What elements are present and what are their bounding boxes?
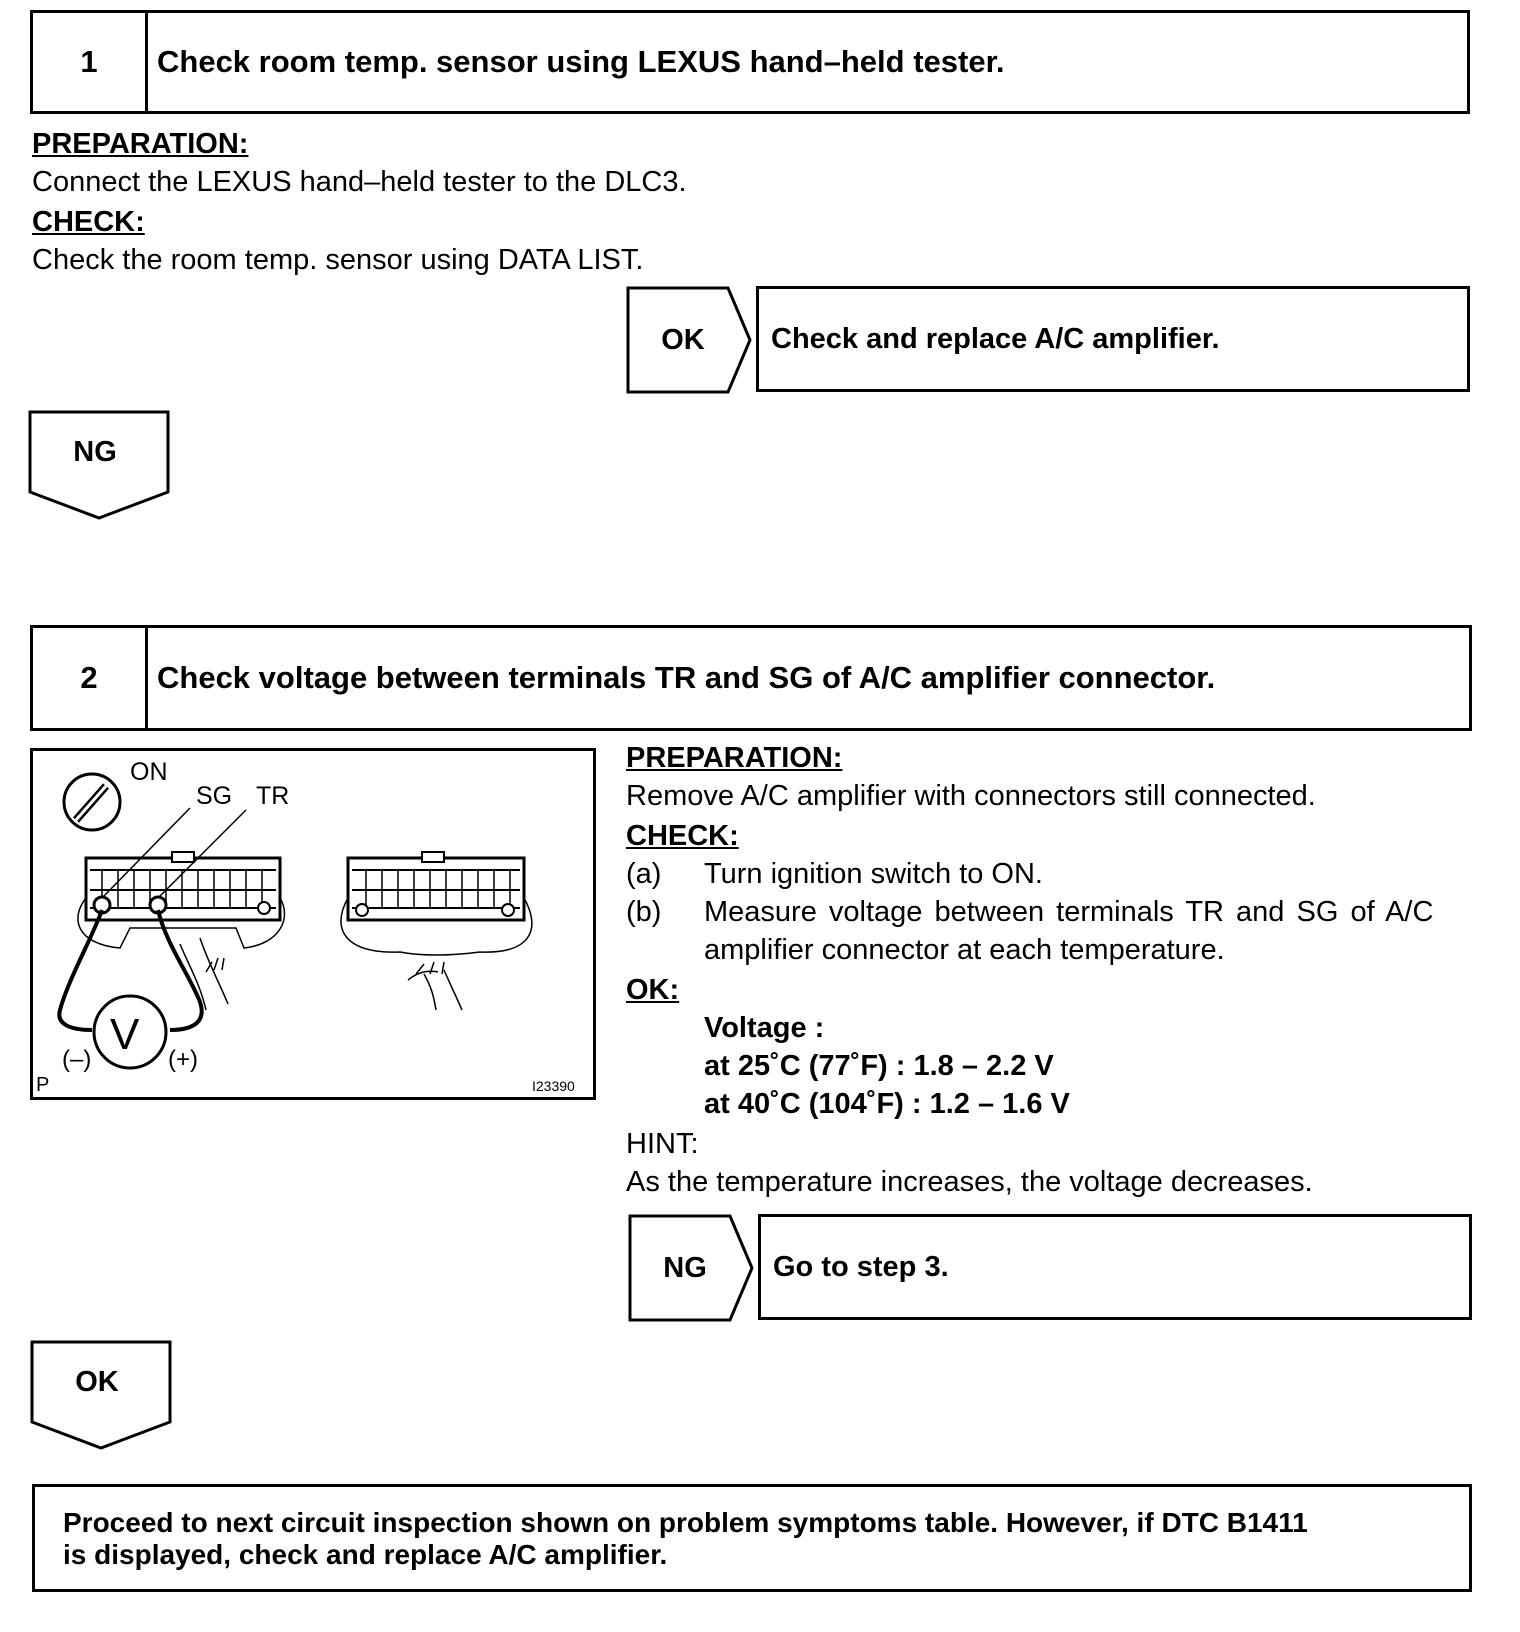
figure-sg-label: SG bbox=[196, 782, 233, 810]
final-line-2: is displayed, check and replace A/C amplifier. bbox=[63, 1539, 668, 1570]
figure-tr-label: TR bbox=[256, 782, 290, 810]
hint-text: As the temperature increases, the voltage decreases. bbox=[626, 1166, 1313, 1198]
voltmeter-symbol: V bbox=[110, 1010, 140, 1059]
check-a-marker: (a) bbox=[626, 858, 662, 890]
check-a-text: Turn ignition switch to ON. bbox=[704, 858, 1043, 890]
figure-p-label: P bbox=[36, 1074, 50, 1096]
step-2-ok-label: OK bbox=[75, 1365, 119, 1398]
step-2-title: Check voltage between terminals TR and SG of A/C amplifier connector. bbox=[157, 660, 1216, 695]
hint-heading: HINT: bbox=[626, 1128, 699, 1160]
figure-minus-label: (–) bbox=[62, 1046, 92, 1073]
step-2-preparation-text: Remove A/C amplifier with connectors still connected. bbox=[626, 780, 1316, 812]
step-1-check-text: Check the room temp. sensor using DATA LIST. bbox=[32, 244, 644, 276]
step-1-preparation-heading: PREPARATION: bbox=[32, 128, 249, 160]
figure-on-label: ON bbox=[130, 758, 168, 786]
check-b-marker: (b) bbox=[626, 896, 662, 928]
step-1-title: Check room temp. sensor using LEXUS hand–held tester. bbox=[157, 44, 1005, 79]
step-2-ok-heading: OK: bbox=[626, 974, 680, 1006]
step-2-number: 2 bbox=[33, 628, 148, 728]
right-connector-icon bbox=[341, 852, 532, 1010]
step-2-ng-result: Go to step 3. bbox=[758, 1214, 1472, 1320]
step-1-check-heading: CHECK: bbox=[32, 206, 145, 238]
figure-id: I23390 bbox=[532, 1078, 575, 1094]
final-instruction-box bbox=[32, 1484, 1472, 1592]
spec-line-2: at 40˚C (104˚F) : 1.2 – 1.6 V bbox=[704, 1088, 1070, 1120]
spec-line-1: at 25˚C (77˚F) : 1.8 – 2.2 V bbox=[704, 1050, 1054, 1082]
step-1-ng-label: NG bbox=[73, 435, 117, 468]
check-b-line-1: Measure voltage between terminals TR and SG of A/C bbox=[704, 896, 1434, 928]
final-line-1: Proceed to next circuit inspection shown on problem symptoms table. However, if DTC B1411 bbox=[63, 1507, 1308, 1538]
step-2-ng-label: NG bbox=[663, 1251, 707, 1284]
step-1-header bbox=[30, 10, 1470, 114]
step-1-preparation-text: Connect the LEXUS hand–held tester to the DLC3. bbox=[32, 166, 687, 198]
step-2-check-heading: CHECK: bbox=[626, 820, 739, 852]
ignition-switch-icon bbox=[64, 774, 120, 830]
step-2-ok-arrow-shape bbox=[0, 0, 1, 1]
step-1-ok-label: OK bbox=[661, 323, 705, 356]
check-b-line-2: amplifier connector at each temperature. bbox=[704, 934, 1225, 966]
figure-plus-label: (+) bbox=[168, 1046, 198, 1073]
step-1-number: 1 bbox=[33, 13, 148, 111]
step-2-preparation-heading: PREPARATION: bbox=[626, 742, 843, 774]
step-1-ok-result: Check and replace A/C amplifier. bbox=[756, 286, 1470, 392]
spec-title: Voltage : bbox=[704, 1012, 825, 1044]
step-2-header bbox=[30, 625, 1472, 731]
